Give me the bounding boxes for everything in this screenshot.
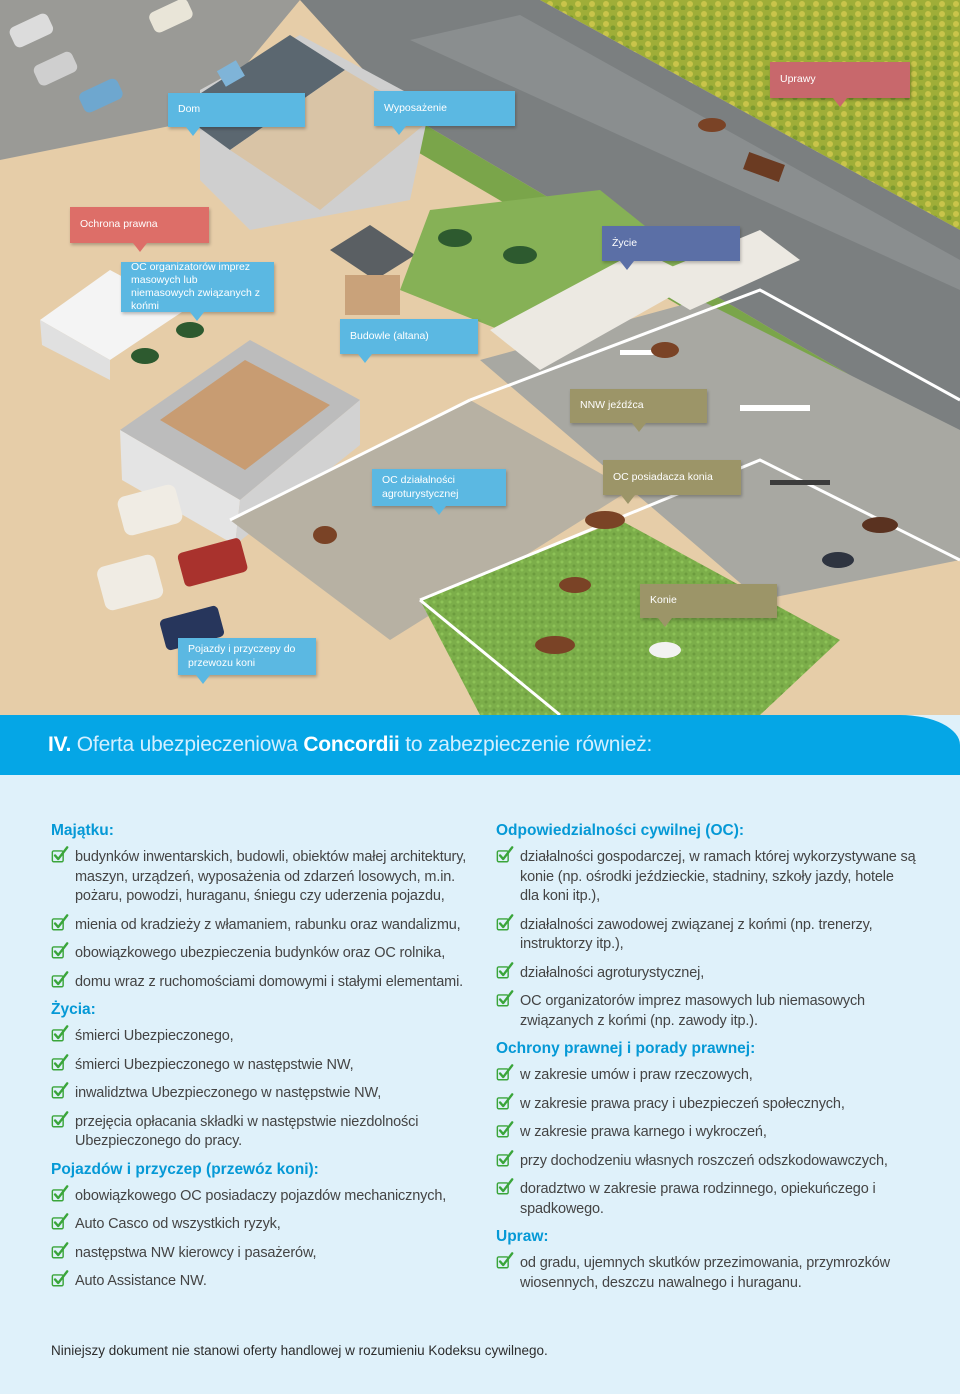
checkmark-icon bbox=[51, 1082, 69, 1100]
checkmark-icon bbox=[496, 1178, 514, 1196]
callout-pojazdy: Pojazdy i przyczepy do przewozu koni bbox=[178, 638, 316, 675]
checklist-item bbox=[51, 1272, 471, 1292]
checklist-item-text: w zakresie prawa pracy i ubezpieczeń społecznych, bbox=[520, 1095, 845, 1112]
checkmark-icon bbox=[51, 1242, 69, 1260]
callout-oc-organizatorow: OC organizatorów imprez masowych lub niemasowych związanych z końmi bbox=[121, 262, 274, 312]
checklist-item bbox=[496, 1066, 916, 1086]
callout-dom: Dom bbox=[168, 93, 305, 127]
oc-list bbox=[496, 848, 916, 1031]
checkmark-icon bbox=[51, 1054, 69, 1072]
checklist-item bbox=[51, 1084, 471, 1104]
checklist-item bbox=[51, 1244, 471, 1264]
section-title-ochrony: Ochrony prawnej i porady prawnej: bbox=[496, 1040, 756, 1057]
pojazdow-list bbox=[51, 1187, 471, 1292]
checklist-item-text: Auto Casco od wszystkich ryzyk, bbox=[75, 1216, 281, 1232]
section-title-upraw: Upraw: bbox=[496, 1228, 549, 1245]
section-title-pojazdow: Pojazdów i przyczep (przewóz koni): bbox=[51, 1160, 319, 1178]
section-title-oc: Odpowiedzialności cywilnej (OC): bbox=[496, 822, 745, 839]
callout-oc-posiadacza: OC posiadacza konia bbox=[603, 460, 741, 495]
checklist-item bbox=[51, 973, 471, 993]
checklist-item-text: działalności gospodarczej, w ramach której wykorzystywane są konie (np. ośrodki jeździeckie, stadniny, szkoły jazdy, hotele dla koni itp.), bbox=[520, 849, 916, 904]
upraw-list bbox=[496, 1254, 916, 1293]
checkmark-icon bbox=[496, 846, 514, 864]
disclaimer-note: Niniejszy dokument nie stanowi oferty handlowej w rozumieniu Kodeksu cywilnego. bbox=[51, 1343, 548, 1358]
checkmark-icon bbox=[51, 971, 69, 989]
callout-budowle: Budowle (altana) bbox=[340, 319, 478, 354]
checkmark-icon bbox=[51, 1185, 69, 1203]
checklist-item bbox=[51, 1215, 471, 1235]
section-title-zycia: Życia: bbox=[51, 1001, 96, 1018]
jump-obstacle bbox=[740, 405, 810, 411]
checklist-item bbox=[51, 1056, 471, 1076]
checklist-item bbox=[51, 944, 471, 964]
checkmark-icon bbox=[51, 1213, 69, 1231]
checklist-item-text: OC organizatorów imprez masowych lub niemasowych związanych z końmi (np. zawody itp.). bbox=[520, 993, 865, 1029]
checklist-item-text: śmierci Ubezpieczonego w następstwie NW, bbox=[75, 1056, 354, 1073]
checkmark-icon bbox=[496, 914, 514, 932]
checkmark-icon bbox=[496, 1121, 514, 1139]
callout-zycie: Życie bbox=[602, 226, 740, 261]
section-title-majatku: Majątku: bbox=[51, 822, 114, 839]
checklist-item-text: obowiązkowego ubezpieczenia budynków oraz OC rolnika, bbox=[75, 945, 446, 961]
checklist-item bbox=[51, 1187, 471, 1207]
callout-uprawy: Uprawy bbox=[770, 62, 910, 98]
checkmark-icon bbox=[496, 990, 514, 1008]
checkmark-icon bbox=[51, 1270, 69, 1288]
callout-ochrona-prawna: Ochrona prawna bbox=[70, 207, 209, 243]
checklist-item bbox=[51, 1113, 471, 1152]
checklist-item-text: od gradu, ujemnych skutków przezimowania, przymrozków wiosennych, deszczu nawalnego i huraganu. bbox=[520, 1255, 891, 1291]
jump-obstacle bbox=[770, 480, 830, 485]
checkmark-icon bbox=[51, 1025, 69, 1043]
checkmark-icon bbox=[496, 962, 514, 980]
callout-oc-dzialalnosci: OC działalności agroturystycznej bbox=[372, 469, 506, 506]
checklist-item-text: mienia od kradzieży z włamaniem, rabunku oraz wandalizmu, bbox=[75, 916, 461, 933]
checkmark-icon bbox=[496, 1252, 514, 1270]
checklist-item bbox=[51, 916, 471, 936]
checklist-item bbox=[496, 848, 916, 907]
checklist-item-text: działalności zawodowej związanej z końmi (np. trenerzy, instruktorzy itp.), bbox=[520, 916, 873, 952]
checklist-item-text: inwalidztwa Ubezpieczonego w następstwie NW, bbox=[75, 1085, 382, 1101]
section-banner bbox=[0, 715, 960, 775]
checklist-item bbox=[496, 1095, 916, 1115]
banner-heading: IV. Oferta ubezpieczeniowa Concordii to zabezpieczenie również: bbox=[48, 733, 653, 756]
checkmark-icon bbox=[51, 942, 69, 960]
checklist-item-text: obowiązkowego OC posiadaczy pojazdów mechanicznych, bbox=[75, 1187, 447, 1204]
checklist-item bbox=[496, 916, 916, 955]
right-column bbox=[496, 822, 916, 1302]
checklist-item bbox=[496, 992, 916, 1031]
checklist-item bbox=[496, 1254, 916, 1293]
checklist-item-text: działalności agroturystycznej, bbox=[520, 964, 705, 981]
checklist-item-text: w zakresie umów i praw rzeczowych, bbox=[520, 1067, 753, 1083]
zycia-list bbox=[51, 1027, 471, 1152]
checkmark-icon bbox=[496, 1150, 514, 1168]
checklist-item-text: w zakresie prawa karnego i wykroczeń, bbox=[520, 1124, 767, 1140]
checklist-item-text: domu wraz z ruchomościami domowymi i stałymi elementami. bbox=[75, 973, 464, 990]
checkmark-icon bbox=[51, 846, 69, 864]
checklist-item-text: przy dochodzeniu własnych roszczeń odszkodowawczych, bbox=[520, 1152, 888, 1169]
checkmark-icon bbox=[496, 1064, 514, 1082]
callout-wyposazenie: Wyposażenie bbox=[374, 91, 515, 126]
checkmark-icon bbox=[51, 1111, 69, 1129]
checklist-item-text: następstwa NW kierowcy i pasażerów, bbox=[75, 1244, 317, 1261]
checkmark-icon bbox=[51, 914, 69, 932]
checklist-item bbox=[496, 1123, 916, 1143]
checklist-item-text: doradztwo w zakresie prawa rodzinnego, opiekuńczego i spadkowego. bbox=[520, 1181, 876, 1217]
callout-konie: Konie bbox=[640, 584, 777, 618]
checklist-item-text: przejęcia opłacania składki w następstwie niezdolności Ubezpieczonego do pracy. bbox=[75, 1113, 419, 1149]
checklist-item bbox=[496, 1152, 916, 1172]
checklist-item bbox=[51, 848, 471, 907]
checklist-item bbox=[51, 1027, 471, 1047]
ochrony-list bbox=[496, 1066, 916, 1219]
callout-nnw-jezdzca: NNW jeźdźca bbox=[570, 389, 707, 423]
checklist-item-text: budynków inwentarskich, budowli, obiektów małej architektury, maszyn, urządzeń, wyposażenia od zdarzeń losowych, m.in. pożaru, powodzi, huraganu, śniegu czy uderzenia pojazdu, bbox=[75, 849, 467, 904]
checklist-item-text: śmierci Ubezpieczonego, bbox=[75, 1028, 234, 1044]
majatku-list bbox=[51, 848, 471, 992]
checklist-item bbox=[496, 1180, 916, 1219]
checklist-item-text: Auto Assistance NW. bbox=[75, 1273, 207, 1289]
checklist-item bbox=[496, 964, 916, 984]
left-column bbox=[51, 822, 471, 1301]
checkmark-icon bbox=[496, 1093, 514, 1111]
